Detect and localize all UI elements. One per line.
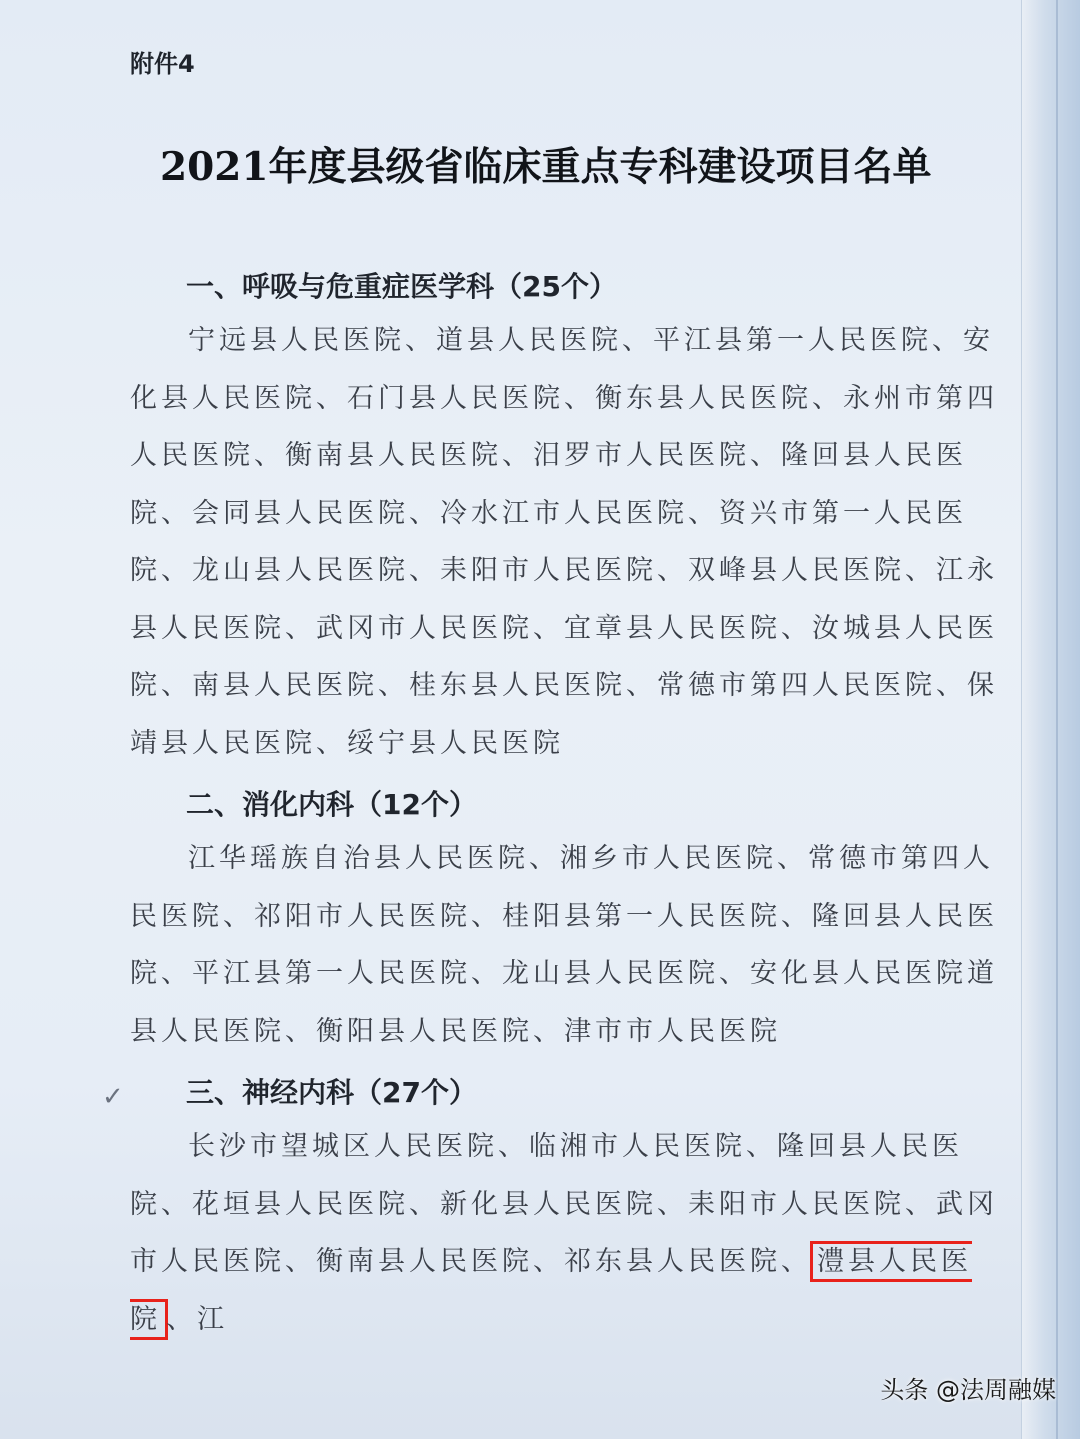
source-watermark: 头条 @法周融媒 (880, 1376, 1056, 1404)
section-body: 宁远县人民医院、道县人民医院、平江县第一人民医院、安化县人民医院、石门县人民医院、衡东县人民医院、永州市第四人民医院、衡南县人民医院、汨罗市人民医院、隆回县人民医院、会同县人民医院、冷水江市人民医院、资兴市第一人民医院、龙山县人民医院、耒阳市人民医院、双峰县人民医院、江永县人民医院、武冈市人民医院、宜章县人民医院、汝城县人民医院、南县人民医院、桂东县人民医院、常德市第四人民医院、保靖县人民医院、绥宁县人民医院 (130, 325, 998, 759)
document-title: 2021年度县级省临床重点专科建设项目名单 (160, 144, 932, 190)
section-heading (102, 1068, 1010, 1118)
section-neurology (102, 1068, 1010, 1348)
paper-stack-edge (1021, 0, 1080, 1439)
section-body (130, 1118, 1010, 1348)
highlighted-hospital: 澧县人民医院 (130, 1241, 972, 1340)
attachment-label: 附件4 (130, 50, 195, 78)
section-gastro (130, 780, 1010, 1060)
section-body-continuation: 、江 (166, 1303, 228, 1335)
section-heading: 一、呼吸与危重症医学科（25个） (186, 270, 617, 303)
paper-stack-line (1056, 0, 1058, 1439)
section-body-text: 长沙市望城区人民医院、临湘市人民医院、隆回县人民医院、花垣县人民医院、新化县人民医院、耒阳市人民医院、武冈市人民医院、衡南县人民医院、祁东县人民医院、 (130, 1131, 998, 1277)
section-body: 江华瑶族自治县人民医院、湘乡市人民医院、常德市第四人民医院、祁阳市人民医院、桂阳县第一人民医院、隆回县人民医院、平江县第一人民医院、龙山县人民医院、安化县人民医院道县人民医院、衡阳县人民医院、津市市人民医院 (130, 843, 998, 1047)
section-heading: 二、消化内科（12个） (186, 788, 477, 821)
section-respiratory (130, 262, 1010, 772)
section-heading-text: 三、神经内科（27个） (186, 1076, 477, 1109)
check-mark-icon: ✓ (102, 1082, 124, 1112)
